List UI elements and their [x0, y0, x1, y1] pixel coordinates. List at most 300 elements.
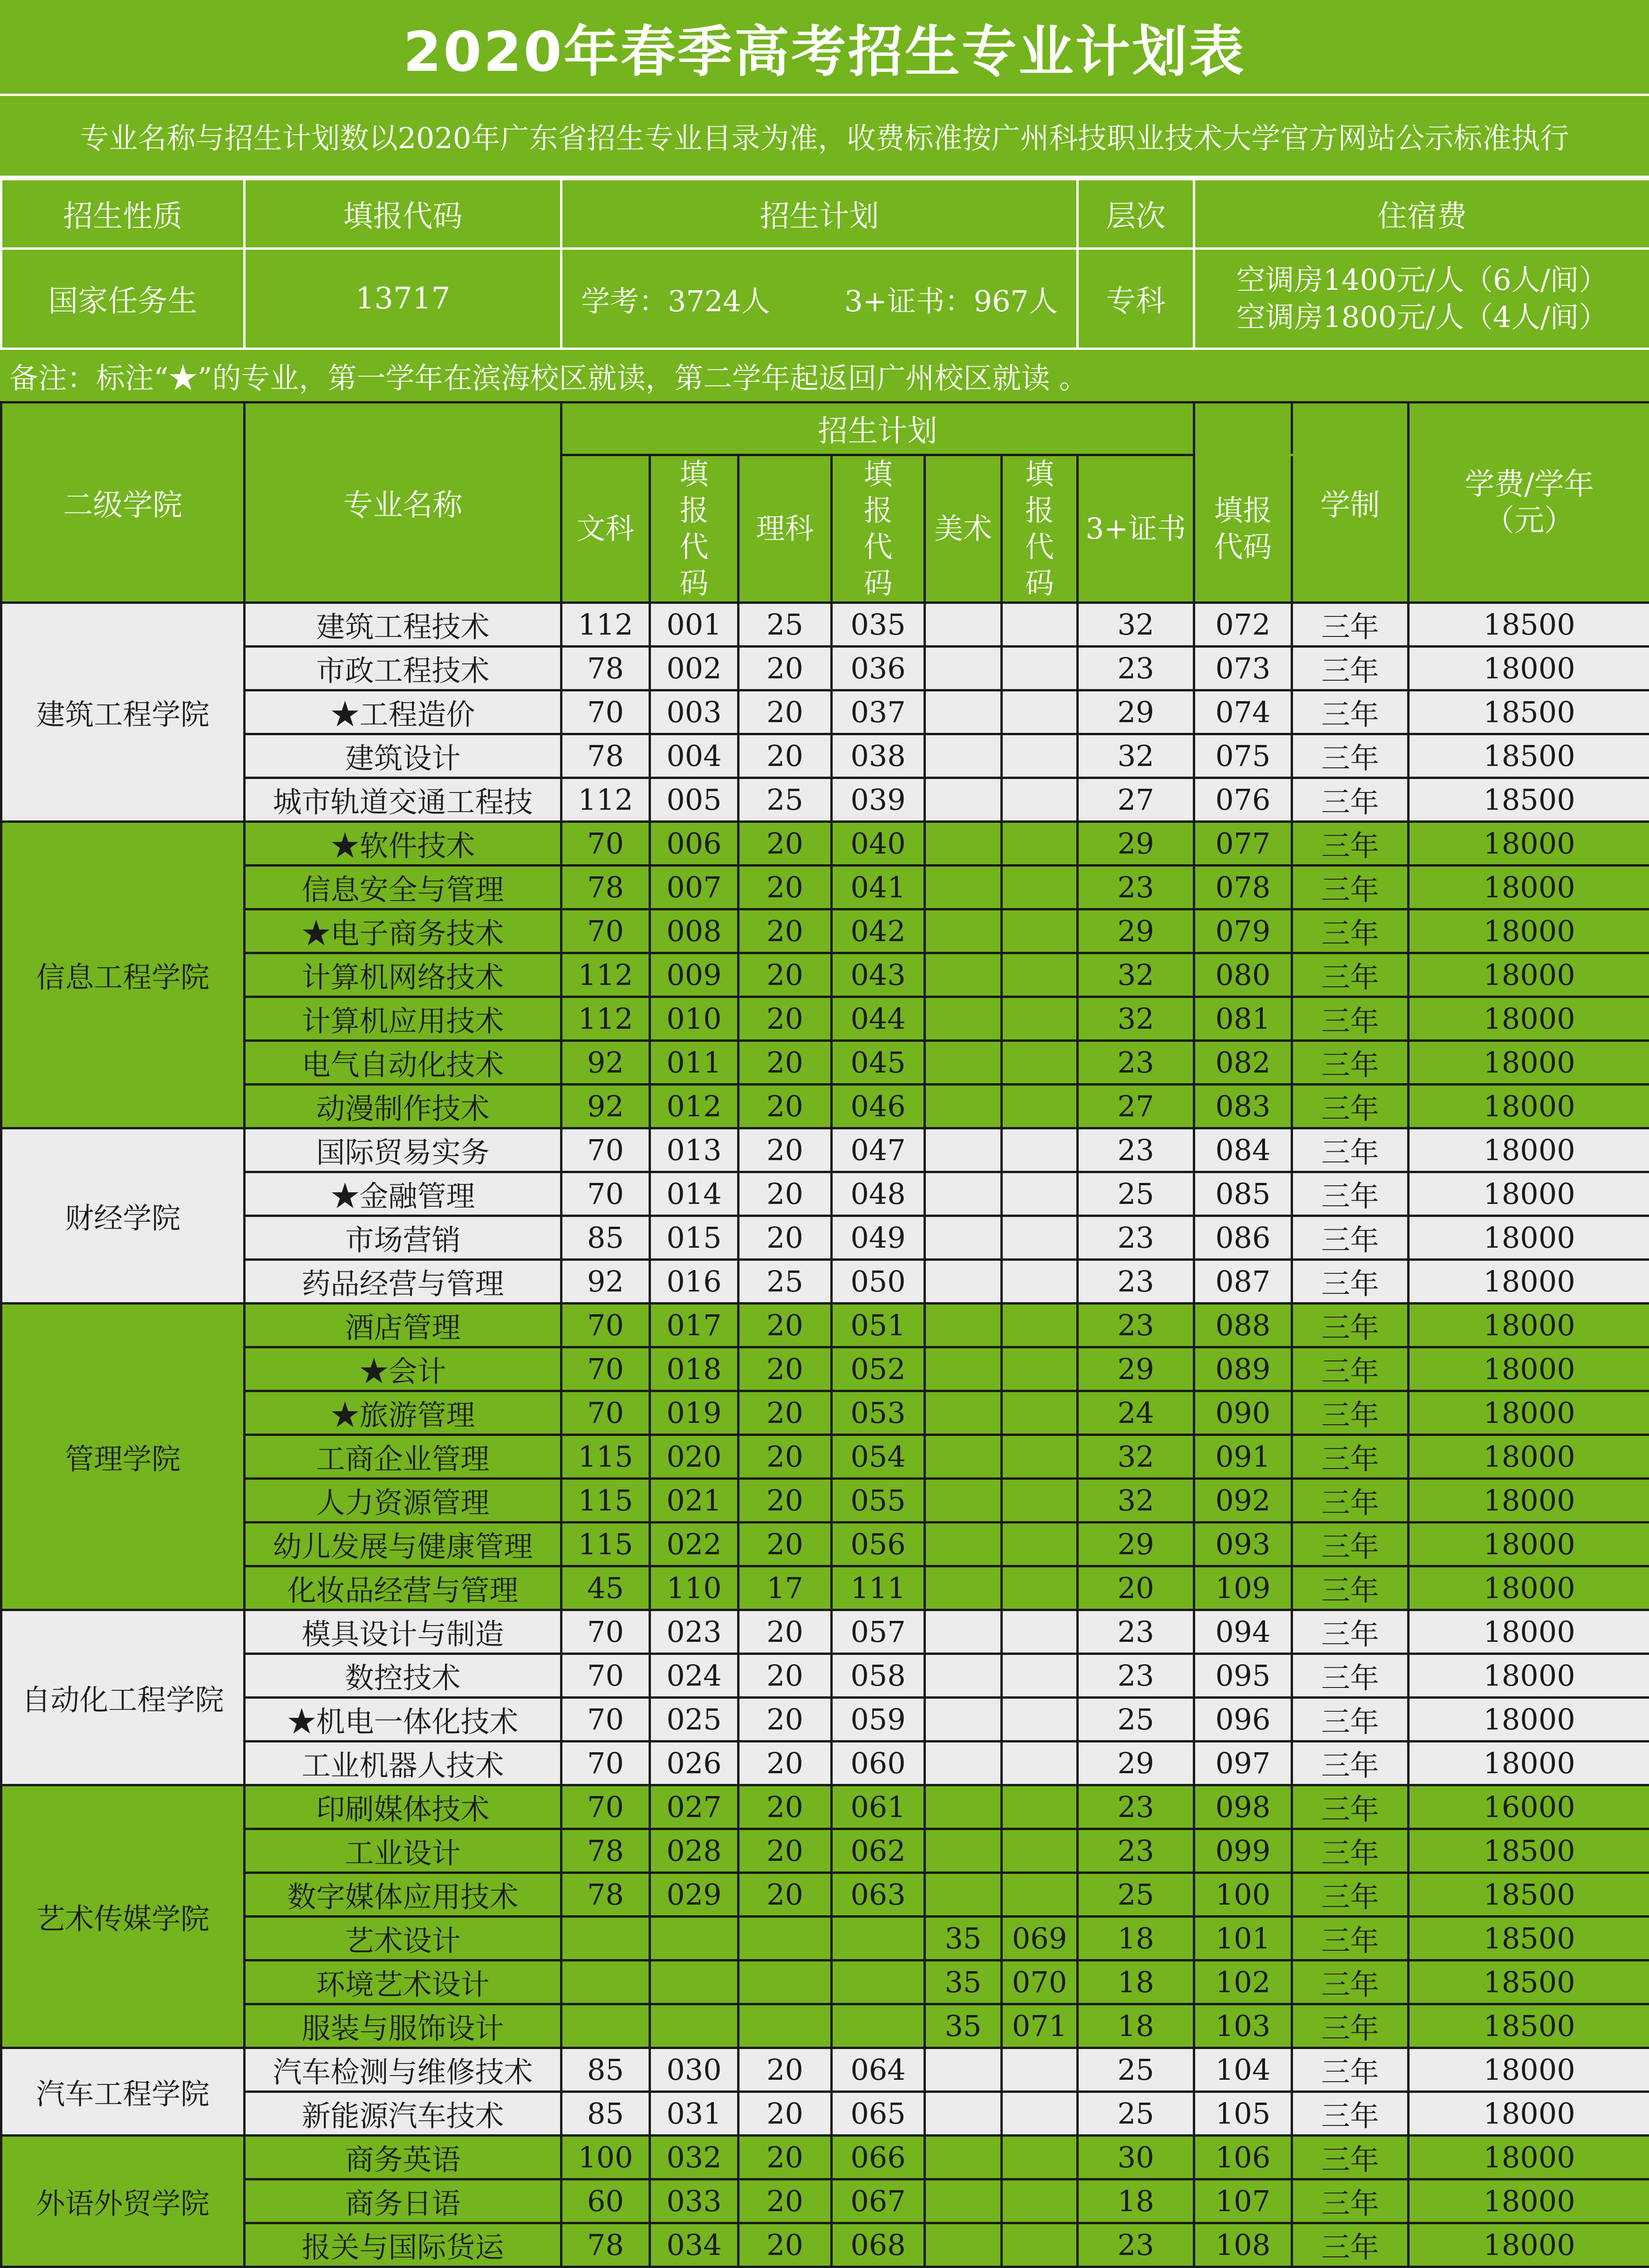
cell-major: 市场营销: [245, 1216, 561, 1260]
cell-like: 20: [739, 734, 832, 778]
cell-code4: 091: [1194, 1435, 1292, 1479]
cell-code1: 006: [650, 822, 739, 866]
cell-duration: 三年: [1292, 1785, 1409, 1829]
college-cell: 汽车工程学院: [1, 2048, 245, 2136]
cell-tuition: 18000: [1409, 866, 1649, 909]
cell-duration: 三年: [1292, 690, 1409, 734]
cell-code2: 035: [832, 603, 925, 647]
cell-code3: [1002, 1172, 1078, 1216]
cell-code2: 041: [832, 866, 925, 909]
cell-code4: 082: [1194, 1041, 1292, 1085]
cell-code3: [1002, 1479, 1078, 1523]
cell-code1: 004: [650, 734, 739, 778]
cell-duration: 三年: [1292, 2092, 1409, 2136]
cell-like: 20: [739, 2092, 832, 2136]
cell-duration: 三年: [1292, 822, 1409, 866]
cell-meishu: [925, 866, 1002, 909]
cell-code3: [1002, 778, 1078, 822]
cell-code3: [1002, 1128, 1078, 1172]
cell-code1: 033: [650, 2179, 739, 2223]
cell-major: 工业机器人技术: [245, 1742, 561, 1785]
header-tuition-label: 学费/学年（元）: [1410, 466, 1649, 539]
cell-code2: 045: [832, 1041, 925, 1085]
cell-code4: 078: [1194, 866, 1292, 909]
header-like: 理科: [739, 455, 832, 603]
cell-like: 25: [739, 603, 832, 647]
cell-code1: 025: [650, 1698, 739, 1742]
table-row: [1, 1566, 1649, 1610]
cell-meishu: 35: [925, 2004, 1002, 2048]
cell-tuition: 18500: [1409, 1961, 1649, 2004]
cell-major: 信息安全与管理: [245, 866, 561, 909]
cell-code1: [650, 1917, 739, 1961]
cell-code3: 071: [1002, 2004, 1078, 2048]
cell-duration: 三年: [1292, 1917, 1409, 1961]
cell-code3: [1002, 1873, 1078, 1917]
cell-cert: 23: [1078, 647, 1194, 690]
cell-major: 数控技术: [245, 1654, 561, 1698]
cell-code3: [1002, 866, 1078, 909]
cell-duration: 三年: [1292, 1304, 1409, 1347]
cell-tuition: 18000: [1409, 1610, 1649, 1654]
cell-code3: [1002, 1610, 1078, 1654]
cell-meishu: [925, 1260, 1002, 1304]
cell-code1: 034: [650, 2223, 739, 2267]
cell-code4: 097: [1194, 1742, 1292, 1785]
cell-like: 20: [739, 1610, 832, 1654]
cell-code4: 098: [1194, 1785, 1292, 1829]
cell-code4: 100: [1194, 1873, 1292, 1917]
cell-like: 20: [739, 1829, 832, 1873]
cell-cert: 29: [1078, 909, 1194, 953]
cell-cert: 32: [1078, 1479, 1194, 1523]
table-row: [1, 778, 1649, 822]
cell-code2: 044: [832, 997, 925, 1041]
header-college: 二级学院: [1, 403, 245, 603]
cell-duration: 三年: [1292, 603, 1409, 647]
cell-wenke: 70: [561, 822, 650, 866]
cell-code3: 069: [1002, 1917, 1078, 1961]
cell-meishu: [925, 2179, 1002, 2223]
summary-value-row: [1, 249, 1649, 349]
cell-code1: 003: [650, 690, 739, 734]
cell-major: 动漫制作技术: [245, 1085, 561, 1128]
cell-code4: 079: [1194, 909, 1292, 953]
cell-major: 环境艺术设计: [245, 1961, 561, 2004]
cell-wenke: 100: [561, 2136, 650, 2179]
cell-code1: 017: [650, 1304, 739, 1347]
cell-code2: 056: [832, 1523, 925, 1566]
cell-code1: 002: [650, 647, 739, 690]
cell-meishu: [925, 778, 1002, 822]
cell-code1: 007: [650, 866, 739, 909]
table-row: [1, 1128, 1649, 1172]
cell-wenke: 70: [561, 1698, 650, 1742]
table-row: [1, 2223, 1649, 2267]
cell-code4: 084: [1194, 1128, 1292, 1172]
cell-code4: 101: [1194, 1917, 1292, 1961]
cell-cert: 32: [1078, 734, 1194, 778]
cell-meishu: [925, 603, 1002, 647]
cell-code1: 005: [650, 778, 739, 822]
cell-duration: 三年: [1292, 1873, 1409, 1917]
header-wenke: 文科: [561, 455, 650, 603]
cell-code1: 019: [650, 1391, 739, 1435]
cell-cert: 23: [1078, 1216, 1194, 1260]
header-code1-label: 填报代码: [651, 456, 737, 601]
cell-tuition: 18000: [1409, 1391, 1649, 1435]
cell-major: 电气自动化技术: [245, 1041, 561, 1085]
cell-cert: 32: [1078, 997, 1194, 1041]
college-cell: 自动化工程学院: [1, 1610, 245, 1785]
cell-wenke: 70: [561, 1347, 650, 1391]
cell-code4: 096: [1194, 1698, 1292, 1742]
cell-code4: 109: [1194, 1566, 1292, 1610]
cell-major: 人力资源管理: [245, 1479, 561, 1523]
cell-meishu: [925, 1523, 1002, 1566]
table-row: [1, 953, 1649, 997]
cell-like: 20: [739, 1523, 832, 1566]
cell-code3: [1002, 2179, 1078, 2223]
cell-cert: 32: [1078, 603, 1194, 647]
cell-code2: 039: [832, 778, 925, 822]
table-row: [1, 1523, 1649, 1566]
cell-tuition: 18000: [1409, 1216, 1649, 1260]
cell-cert: 24: [1078, 1391, 1194, 1435]
header-duration: 学制: [1292, 403, 1409, 603]
cell-wenke: 115: [561, 1435, 650, 1479]
cell-cert: 29: [1078, 1347, 1194, 1391]
cell-cert: 23: [1078, 1654, 1194, 1698]
cell-major: ★会计: [245, 1347, 561, 1391]
cell-tuition: 18500: [1409, 1829, 1649, 1873]
table-row: [1, 1260, 1649, 1304]
cell-code1: 028: [650, 1829, 739, 1873]
cell-cert: 25: [1078, 1698, 1194, 1742]
cell-tuition: 18000: [1409, 1742, 1649, 1785]
header-cert: 3+证书: [1078, 455, 1194, 603]
cell-code3: [1002, 734, 1078, 778]
cell-like: 20: [739, 690, 832, 734]
cell-code2: [832, 1961, 925, 2004]
college-cell: 外语外贸学院: [1, 2136, 245, 2267]
cell-cert: 29: [1078, 1523, 1194, 1566]
cell-wenke: 112: [561, 953, 650, 997]
summary-header-level: 层次: [1078, 179, 1194, 249]
cell-like: 20: [739, 909, 832, 953]
cell-code1: 012: [650, 1085, 739, 1128]
cell-duration: 三年: [1292, 2004, 1409, 2048]
cell-code3: [1002, 822, 1078, 866]
summary-plan-xuekao: 学考：3724人: [581, 278, 770, 320]
cell-code1: 018: [650, 1347, 739, 1391]
header-meishu: 美术: [925, 455, 1002, 603]
cell-meishu: [925, 734, 1002, 778]
cell-tuition: 18000: [1409, 2048, 1649, 2092]
cell-major: 药品经营与管理: [245, 1260, 561, 1304]
cell-cert: 23: [1078, 866, 1194, 909]
cell-code3: [1002, 2223, 1078, 2267]
cell-cert: 23: [1078, 1829, 1194, 1873]
cell-duration: 三年: [1292, 1610, 1409, 1654]
cell-tuition: 18000: [1409, 2179, 1649, 2223]
cell-major: ★旅游管理: [245, 1391, 561, 1435]
summary-header-code: 填报代码: [245, 179, 561, 249]
cell-wenke: 70: [561, 1610, 650, 1654]
table-row: [1, 2136, 1649, 2179]
cell-code2: 057: [832, 1610, 925, 1654]
summary-code: 13717: [245, 249, 561, 349]
cell-code1: 027: [650, 1785, 739, 1829]
cell-code4: 095: [1194, 1654, 1292, 1698]
cell-code1: 024: [650, 1654, 739, 1698]
cell-meishu: [925, 822, 1002, 866]
cell-code1: 015: [650, 1216, 739, 1260]
cell-like: 20: [739, 1742, 832, 1785]
table-body: [1, 603, 1649, 2267]
table-row: [1, 2092, 1649, 2136]
cell-code4: 085: [1194, 1172, 1292, 1216]
cell-like: 20: [739, 997, 832, 1041]
cell-tuition: 18000: [1409, 909, 1649, 953]
cell-duration: 三年: [1292, 1347, 1409, 1391]
cell-like: 20: [739, 1698, 832, 1742]
cell-code2: [832, 1917, 925, 1961]
cell-wenke: 60: [561, 2179, 650, 2223]
cell-major: 模具设计与制造: [245, 1610, 561, 1654]
cell-code2: 062: [832, 1829, 925, 1873]
cell-tuition: 18000: [1409, 997, 1649, 1041]
summary-plan-cert: 3+证书：967人: [844, 278, 1058, 320]
cell-like: [739, 2004, 832, 2048]
cell-code3: [1002, 1216, 1078, 1260]
cell-major: 国际贸易实务: [245, 1128, 561, 1172]
cell-like: 20: [739, 1085, 832, 1128]
cell-major: 城市轨道交通工程技: [245, 778, 561, 822]
college-cell: 艺术传媒学院: [1, 1785, 245, 2048]
cell-wenke: [561, 2004, 650, 2048]
cell-code1: 016: [650, 1260, 739, 1304]
cell-code4: 076: [1194, 778, 1292, 822]
cell-code1: 031: [650, 2092, 739, 2136]
cell-like: [739, 1917, 832, 1961]
cell-like: 17: [739, 1566, 832, 1610]
cell-major: 建筑工程技术: [245, 603, 561, 647]
cell-code3: [1002, 1435, 1078, 1479]
cell-major: 酒店管理: [245, 1304, 561, 1347]
cell-duration: 三年: [1292, 1216, 1409, 1260]
cell-meishu: [925, 1785, 1002, 1829]
cell-wenke: 92: [561, 1260, 650, 1304]
cell-like: 20: [739, 1172, 832, 1216]
cell-duration: 三年: [1292, 909, 1409, 953]
summary-fee: [1194, 249, 1649, 349]
cell-code2: 054: [832, 1435, 925, 1479]
summary-nature: 国家任务生: [1, 249, 245, 349]
cell-code3: [1002, 1347, 1078, 1391]
cell-like: 20: [739, 1785, 832, 1829]
cell-duration: 三年: [1292, 953, 1409, 997]
cell-duration: 三年: [1292, 1654, 1409, 1698]
cell-duration: 三年: [1292, 1698, 1409, 1742]
cell-code2: 043: [832, 953, 925, 997]
title-bar: [0, 0, 1649, 96]
cell-code3: [1002, 1523, 1078, 1566]
cell-wenke: 115: [561, 1479, 650, 1523]
cell-like: 20: [739, 2179, 832, 2223]
table-row: [1, 1829, 1649, 1873]
cell-code3: [1002, 1654, 1078, 1698]
cell-code4: 103: [1194, 2004, 1292, 2048]
header-code1: [650, 455, 739, 603]
header-tuition: [1409, 403, 1649, 603]
cell-like: 20: [739, 2136, 832, 2179]
cell-code2: 037: [832, 690, 925, 734]
cell-code2: 068: [832, 2223, 925, 2267]
cell-major: 印刷媒体技术: [245, 1785, 561, 1829]
cell-meishu: [925, 1479, 1002, 1523]
notice-line: 专业名称与招生计划数以2020年广东省招生专业目录为准，收费标准按广州科技职业技术大学官方网站公示标准执行: [0, 96, 1649, 178]
cell-code2: 058: [832, 1654, 925, 1698]
cell-duration: 三年: [1292, 1829, 1409, 1873]
cell-tuition: 16000: [1409, 1785, 1649, 1829]
cell-code4: 090: [1194, 1391, 1292, 1435]
table-row: [1, 1304, 1649, 1347]
cell-cert: 18: [1078, 1961, 1194, 2004]
cell-meishu: [925, 1566, 1002, 1610]
cell-duration: 三年: [1292, 997, 1409, 1041]
cell-tuition: 18000: [1409, 1128, 1649, 1172]
cell-code3: [1002, 647, 1078, 690]
cell-code2: 052: [832, 1347, 925, 1391]
cell-tuition: 18000: [1409, 1479, 1649, 1523]
table-row: [1, 1391, 1649, 1435]
college-cell: 信息工程学院: [1, 822, 245, 1128]
cell-tuition: 18000: [1409, 1435, 1649, 1479]
cell-code2: 111: [832, 1566, 925, 1610]
summary-header-fee: 住宿费: [1194, 179, 1649, 249]
cell-major: 工业设计: [245, 1829, 561, 1873]
cell-meishu: [925, 1698, 1002, 1742]
cell-meishu: [925, 2048, 1002, 2092]
cell-code1: 021: [650, 1479, 739, 1523]
header-plan: 招生计划: [561, 403, 1194, 455]
header-code2: [832, 455, 925, 603]
cell-meishu: [925, 953, 1002, 997]
cell-code2: 047: [832, 1128, 925, 1172]
fee-line-1: 空调房1400元/人（6人/间）: [1195, 261, 1649, 299]
cell-tuition: 18000: [1409, 2136, 1649, 2179]
table-row: [1, 1873, 1649, 1917]
cell-code4: 104: [1194, 2048, 1292, 2092]
cell-meishu: [925, 1172, 1002, 1216]
cell-tuition: 18000: [1409, 1566, 1649, 1610]
cell-cert: 23: [1078, 1128, 1194, 1172]
table-row: [1, 2004, 1649, 2048]
major-plan-table: [0, 401, 1649, 2268]
cell-cert: 20: [1078, 1566, 1194, 1610]
cell-code1: 013: [650, 1128, 739, 1172]
cell-wenke: 92: [561, 1085, 650, 1128]
table-row: [1, 1961, 1649, 2004]
cell-cert: 23: [1078, 1610, 1194, 1654]
cell-duration: 三年: [1292, 1085, 1409, 1128]
table-row: [1, 1216, 1649, 1260]
cell-code4: 108: [1194, 2223, 1292, 2267]
cell-code4: 099: [1194, 1829, 1292, 1873]
cell-code4: 074: [1194, 690, 1292, 734]
cell-meishu: [925, 1216, 1002, 1260]
cell-duration: 三年: [1292, 1260, 1409, 1304]
cell-major: ★工程造价: [245, 690, 561, 734]
cell-cert: 32: [1078, 1435, 1194, 1479]
cell-meishu: [925, 1873, 1002, 1917]
cell-code2: 060: [832, 1742, 925, 1785]
cell-code3: [1002, 2136, 1078, 2179]
cell-major: ★电子商务技术: [245, 909, 561, 953]
cell-tuition: 18000: [1409, 1304, 1649, 1347]
cell-code1: 032: [650, 2136, 739, 2179]
cell-major: ★金融管理: [245, 1172, 561, 1216]
table-row: [1, 909, 1649, 953]
cell-wenke: 92: [561, 1041, 650, 1085]
cell-wenke: [561, 1961, 650, 2004]
cell-meishu: [925, 1742, 1002, 1785]
cell-meishu: [925, 909, 1002, 953]
cell-wenke: [561, 1917, 650, 1961]
cell-duration: 三年: [1292, 866, 1409, 909]
cell-tuition: 18000: [1409, 1347, 1649, 1391]
table-row: [1, 690, 1649, 734]
table-row: [1, 2179, 1649, 2223]
cell-tuition: 18500: [1409, 1873, 1649, 1917]
cell-wenke: 70: [561, 1742, 650, 1785]
cell-code1: [650, 2004, 739, 2048]
cell-wenke: 115: [561, 1523, 650, 1566]
table-row: [1, 1435, 1649, 1479]
cell-like: 20: [739, 2223, 832, 2267]
cell-code2: 053: [832, 1391, 925, 1435]
college-cell: 建筑工程学院: [1, 603, 245, 822]
cell-cert: 23: [1078, 1304, 1194, 1347]
cell-code3: [1002, 1742, 1078, 1785]
cell-meishu: [925, 1829, 1002, 1873]
cell-meishu: [925, 1654, 1002, 1698]
cell-tuition: 18000: [1409, 1260, 1649, 1304]
header-major: 专业名称: [245, 403, 561, 603]
cell-meishu: [925, 1610, 1002, 1654]
cell-code1: [650, 1961, 739, 2004]
cell-like: 20: [739, 1479, 832, 1523]
cell-code3: [1002, 1698, 1078, 1742]
cell-like: [739, 1961, 832, 2004]
cell-code2: 049: [832, 1216, 925, 1260]
cell-like: 20: [739, 866, 832, 909]
cell-code2: 038: [832, 734, 925, 778]
cell-cert: 18: [1078, 2179, 1194, 2223]
cell-duration: 三年: [1292, 1479, 1409, 1523]
cell-major: 报关与国际货运: [245, 2223, 561, 2267]
cell-major: 汽车检测与维修技术: [245, 2048, 561, 2092]
cell-like: 20: [739, 1347, 832, 1391]
cell-code2: 040: [832, 822, 925, 866]
table-row: [1, 1917, 1649, 1961]
cell-code3: [1002, 1829, 1078, 1873]
cell-code1: 011: [650, 1041, 739, 1085]
cell-meishu: [925, 1347, 1002, 1391]
remark-line: 备注：标注“★”的专业，第一学年在滨海校区就读，第二学年起返回广州校区就读 。: [0, 350, 1649, 401]
table-row: [1, 647, 1649, 690]
